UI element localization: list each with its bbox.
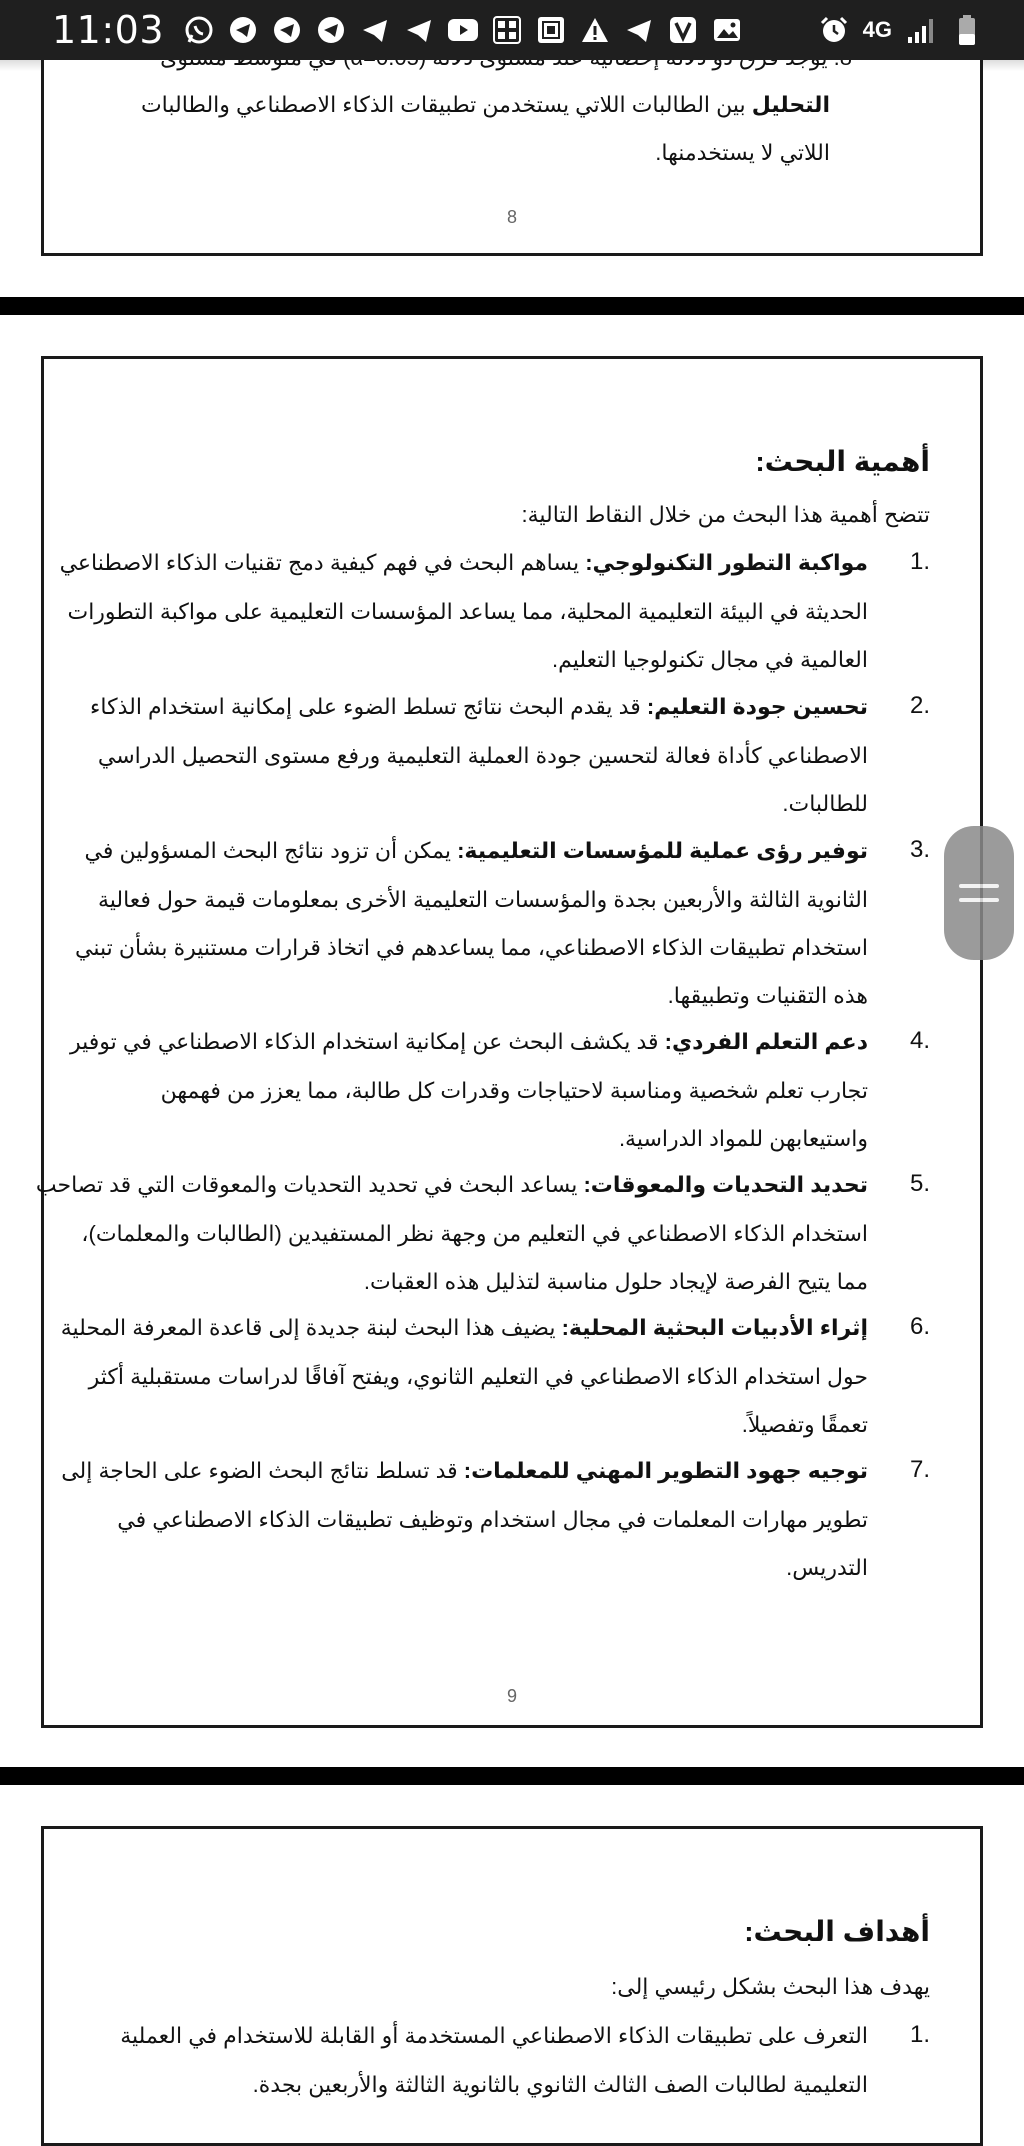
item-title: مواكبة التطور التكنولوجي:: [585, 550, 868, 575]
item-text: يمكن أن تزود نتائج البحث المسؤولين في: [84, 838, 458, 863]
system-status: [817, 0, 984, 60]
item-text: تجارب تعلم شخصية ومناسبة لاحتياجات وقدرات كل طالبة، مما يعزز من فهمهن: [160, 1078, 868, 1103]
body-line: التحليل بين الطالبات اللاتي يستخدمن تطبيقات الذكاء الاصطناعي والطالبات: [140, 92, 830, 117]
item-text: يساعد البحث في تحديد التحديات والمعوقات التي قد تصاحب: [35, 1172, 584, 1197]
page-number: 8: [506, 207, 517, 227]
item-text: التدريس.: [786, 1555, 868, 1580]
list-number: 3.: [909, 836, 930, 863]
item-text: يضيف هذا البحث لبنة جديدة إلى قاعدة المعرفة المحلية: [60, 1315, 562, 1340]
section-heading: أهداف البحث:: [744, 1916, 930, 1947]
telegram-icon: [314, 13, 348, 47]
page-number: 9: [506, 1686, 517, 1706]
grid-app-icon: [490, 13, 524, 47]
fast-scroll-handle[interactable]: [944, 826, 1014, 960]
item-text: استخدام الذكاء الاصطناعي في التعليم من وجهة نظر المستفيدين (الطالبات والمعلمات)،: [81, 1221, 868, 1246]
telegram-icon: [226, 13, 260, 47]
item-text: يساهم البحث في فهم كيفية دمج تقنيات الذكاء الاصطناعي: [59, 550, 586, 575]
item-text: العالمية في مجال تكنولوجيا التعليم.: [552, 647, 868, 672]
item-text: تعمقًا وتفصيلاً.: [741, 1412, 868, 1437]
telegram-icon: [402, 13, 436, 47]
network-type: 4G: [862, 17, 892, 42]
section-intro: تتضح أهمية هذا البحث من خلال النقاط التالية:: [521, 502, 930, 527]
list-number: 4.: [909, 1027, 930, 1054]
section-heading: أهمية البحث:: [755, 446, 930, 477]
item-title: توفير رؤى عملية للمؤسسات التعليمية:: [457, 838, 868, 863]
item-text: الحديثة في البيئة التعليمية المحلية، مما يساعد المؤسسات التعليمية على مواكبة التطورات: [67, 599, 868, 624]
item-text: الاصطناعي كأداة فعالة لتحسين جودة العملية التعليمية ورفع مستوى التحصيل الدراسي: [97, 743, 868, 768]
item-title: دعم التعلم الفردي:: [664, 1029, 868, 1054]
list-number: 5.: [909, 1170, 930, 1197]
whatsapp-icon: [182, 13, 216, 47]
bold-term: التحليل: [751, 92, 830, 117]
item-title: إثراء الأدبيات البحثية المحلية:: [561, 1315, 868, 1340]
clock: 11:03: [52, 8, 165, 52]
telegram-icon: [622, 13, 656, 47]
alarm-icon: [817, 13, 851, 47]
item-text: قد تسلط نتائج البحث الضوء على الحاجة إلى: [61, 1458, 464, 1483]
item-text: واستيعابهن للمواد الدراسية.: [618, 1126, 868, 1151]
v-app-icon: [666, 13, 700, 47]
battery-icon: [950, 13, 984, 47]
section-intro: يهدف هذا البحث بشكل رئيسي إلى:: [611, 1974, 930, 1999]
signal-icon: [904, 13, 938, 47]
body-line: اللاتي لا يستخدمنها.: [655, 140, 830, 165]
document-page-9: [35, 356, 983, 1728]
youtube-icon: [446, 13, 480, 47]
page-separator: [0, 1767, 1024, 1785]
item-title: تحسين جودة التعليم:: [646, 694, 868, 719]
alert-icon: [578, 13, 612, 47]
item-text: التعليمية لطالبات الصف الثالث الثانوي بالثانوية الثالثة والأربعين بجدة.: [252, 2072, 868, 2097]
item-title: توجيه جهود التطوير المهني للمعلمات:: [463, 1458, 868, 1483]
telegram-icon: [358, 13, 392, 47]
item-text: مما يتيح الفرصة لإيجاد حلول مناسبة لتذليل هذه العقبات.: [363, 1269, 868, 1294]
list-number: 1.: [909, 548, 930, 575]
grid-app-icon: [534, 13, 568, 47]
telegram-icon: [270, 13, 304, 47]
item-title: تحديد التحديات والمعوقات:: [583, 1172, 868, 1197]
status-bar: [0, 0, 1024, 60]
gallery-icon: [710, 13, 744, 47]
grip-line: [959, 884, 999, 888]
notification-icons: [182, 13, 744, 47]
list-number: 2.: [909, 692, 930, 719]
item-text: استخدام تطبيقات الذكاء الاصطناعي، مما يساعدهم في اتخاذ قرارات مستنيرة بشأن تبني: [75, 935, 868, 960]
document-page-10: [41, 1826, 983, 2146]
item-text: هذه التقنيات وتطبيقها.: [667, 983, 868, 1008]
page-separator: [0, 297, 1024, 315]
item-text: حول استخدام الذكاء الاصطناعي في التعليم الثانوي، ويفتح آفاقًا لدراسات مستقبلية أكثر: [88, 1364, 868, 1389]
item-text: التعرف على تطبيقات الذكاء الاصطناعي المستخدمة أو القابلة للاستخدام في العملية: [120, 2023, 868, 2048]
list-number: 7.: [909, 1456, 930, 1483]
item-text: قد يكشف البحث عن إمكانية استخدام الذكاء الاصطناعي في توفير: [69, 1029, 665, 1054]
grip-line: [959, 898, 999, 902]
list-number: 1.: [909, 2021, 930, 2048]
item-text: للطالبات.: [782, 791, 868, 816]
item-text: تطوير مهارات المعلمات في مجال استخدام وتوظيف تطبيقات الذكاء الاصطناعي في: [117, 1507, 868, 1532]
list-number: 6.: [909, 1313, 930, 1340]
item-text: الثانوية الثالثة والأربعين بجدة والمؤسسات التعليمية الأخرى بمعلومات قيمة حول فعالية: [97, 887, 868, 912]
item-text: قد يقدم البحث نتائج تسلط الضوء على إمكانية استخدام الذكاء: [90, 694, 647, 719]
